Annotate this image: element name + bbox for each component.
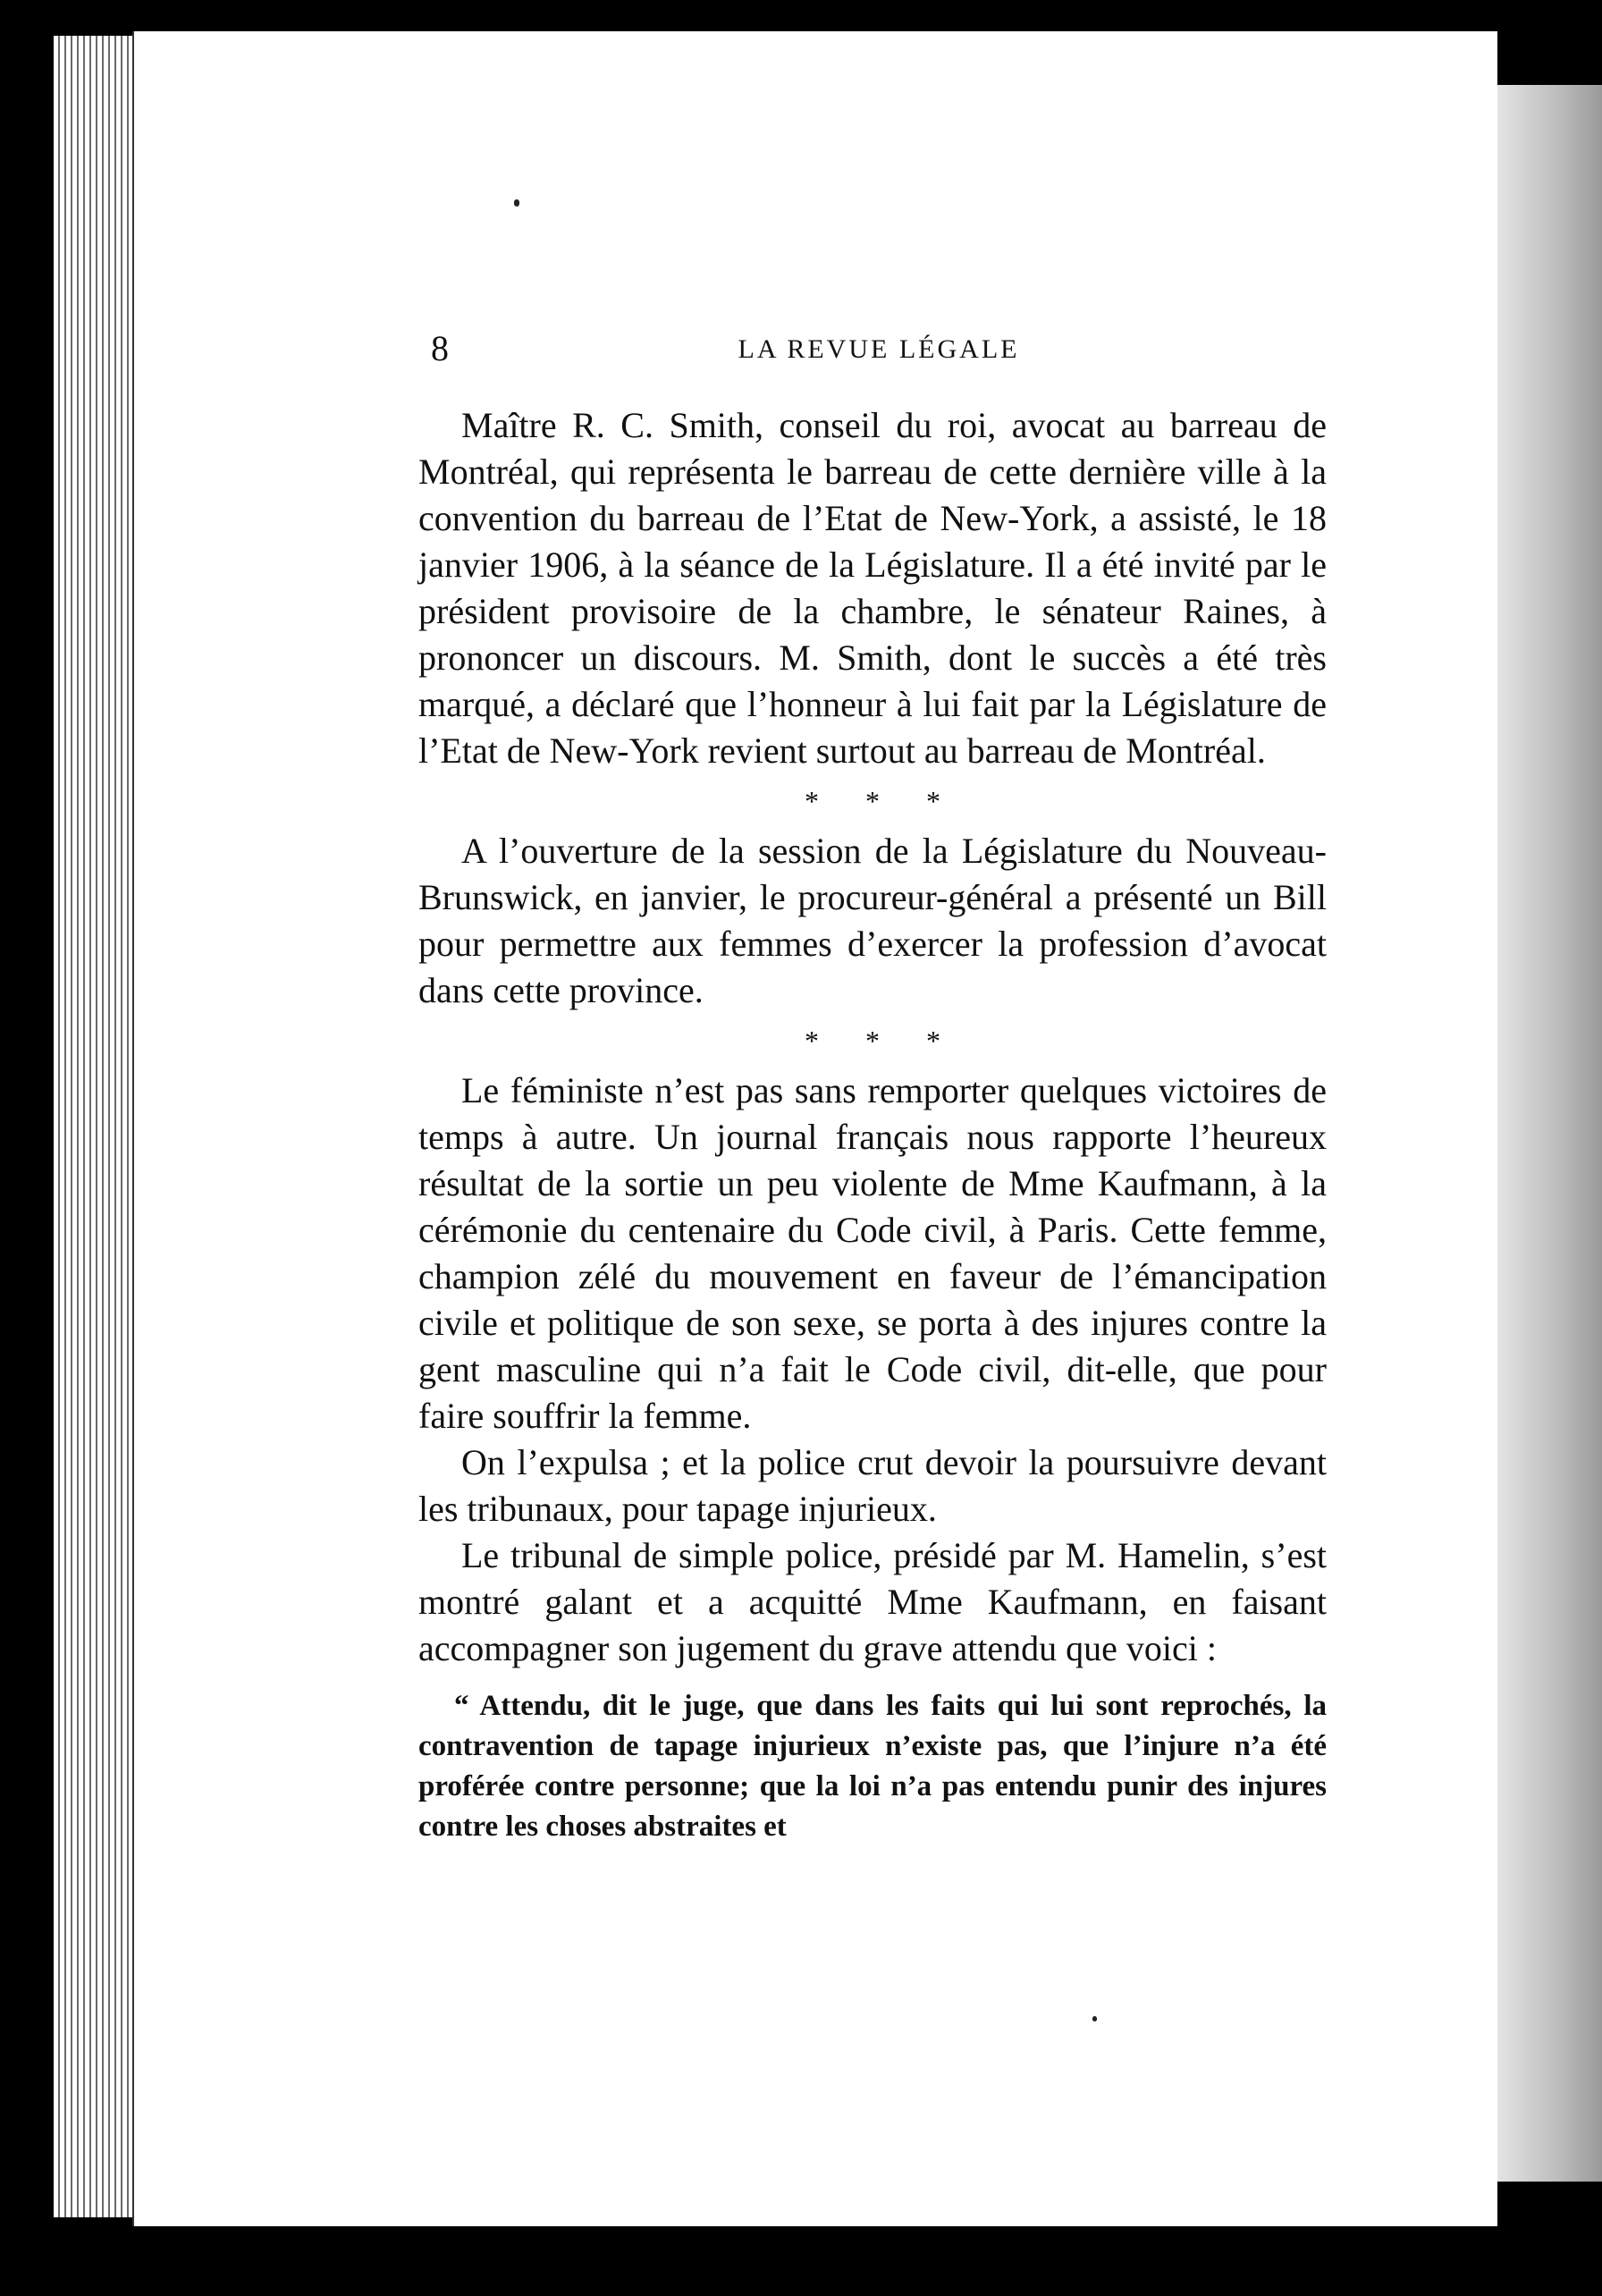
- running-head: LA REVUE LÉGALE: [738, 334, 1020, 364]
- section-separator: * * *: [805, 785, 960, 817]
- page-body: [418, 402, 1327, 1847]
- paragraph: Maître R. C. Smith, conseil du roi, avocat au barreau de Montréal, qui représenta le barreau de cette dernière ville à la convention du barreau de l’Etat de New-York, a assisté, le 18 janvier 1906, à la séance de la Législature. Il a été invité par le président provisoire de la chambre, le sénateur Raines, à prononcer un discours. M. Smith, dont le succès a été très marqué, a déclaré que l’honneur à lui fait par la Législature de l’Etat de New-York revient surtout au barreau de Montréal.: [418, 405, 1327, 771]
- section-separator: * * *: [805, 1025, 960, 1057]
- judgment-quote: “ Attendu, dit le juge, que dans les faits qui lui sont reprochés, la contravention de tapage injurieux n’existe pas, que l’injure n’a été proférée contre personne; que la loi n’a pas entendu punir des injures contre les choses abstraites et: [418, 1690, 1327, 1843]
- page-header: [431, 327, 1327, 381]
- page-number: 8: [431, 328, 449, 368]
- paragraph: Le féministe n’est pas sans remporter quelques victoires de temps à autre. Un journal français nous rapporte l’heureux résultat de la sortie un peu violente de Mme Kaufmann, à la cérémonie du centenaire du Code civil, à Paris. Cette femme, champion zélé du mouvement en faveur de l’émancipation civile et politique de son sexe, se porta à des injures contre la gent masculine qui n’a fait le Code civil, dit-elle, que pour faire souffrir la femme.: [418, 1070, 1327, 1436]
- paragraph: Le tribunal de simple police, présidé par M. Hamelin, s’est montré galant et a acquitté Mme Kaufmann, en faisant accompagner son jugement du grave attendu que voici :: [418, 1535, 1327, 1668]
- paragraph: On l’expulsa ; et la police crut devoir la poursuivre devant les tribunaux, pour tapage injurieux.: [418, 1442, 1327, 1529]
- ink-speck: [1092, 2016, 1097, 2022]
- ink-speck: [514, 199, 519, 207]
- next-page-edge: [1491, 85, 1602, 2182]
- paragraph: A l’ouverture de la session de la Législature du Nouveau-Brunswick, en janvier, le procureur-général a présenté un Bill pour permettre aux femmes d’exercer la profession d’avocat dans cette province.: [418, 831, 1327, 1010]
